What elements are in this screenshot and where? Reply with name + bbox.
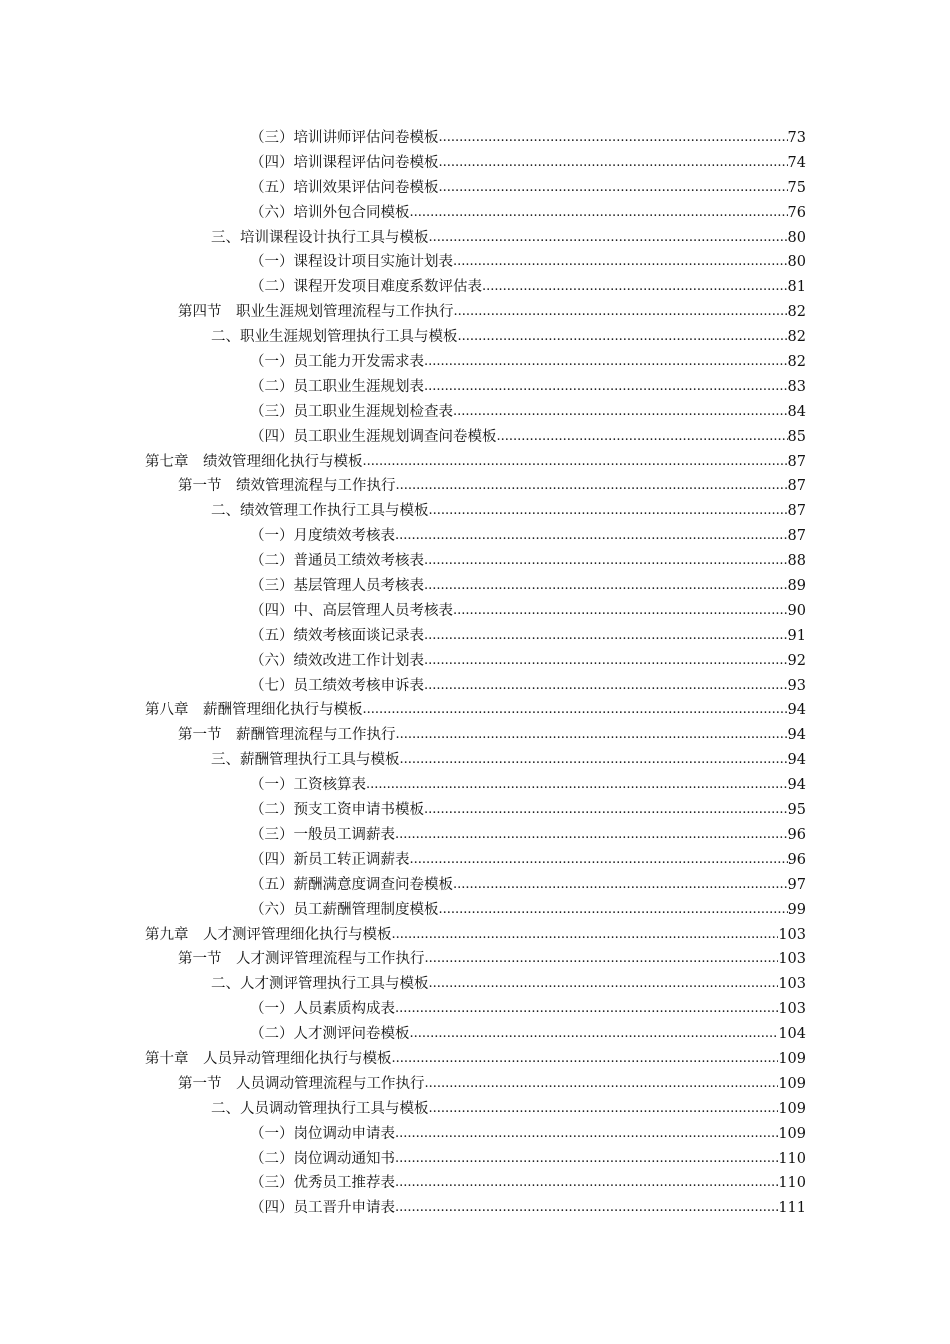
toc-dot-leader: [482, 275, 788, 300]
toc-dot-leader: [429, 972, 779, 997]
toc-page-number: 87: [787, 478, 806, 495]
toc-entry[interactable]: [0, 848, 806, 873]
toc-page-number: 104: [778, 1026, 806, 1043]
toc-entry[interactable]: [0, 226, 806, 251]
toc-dot-leader: [439, 126, 788, 151]
toc-entry-title: （三）优秀员工推荐表: [250, 1175, 395, 1192]
toc-entry[interactable]: [0, 275, 806, 300]
toc-entry[interactable]: [0, 1196, 806, 1221]
toc-entry[interactable]: [0, 250, 806, 275]
toc-dot-leader: [424, 549, 788, 574]
toc-entry[interactable]: [0, 350, 806, 375]
toc-page-number: 103: [778, 926, 806, 943]
toc-entry-title: （四）员工职业生涯规划调查问卷模板: [250, 428, 497, 445]
toc-page-number: 109: [778, 1100, 806, 1117]
toc-entry-title: 三、培训课程设计执行工具与模板: [211, 229, 429, 246]
toc-page-number: 91: [787, 627, 806, 644]
toc-entry-title: 二、职业生涯规划管理执行工具与模板: [211, 329, 458, 346]
toc-entry[interactable]: [0, 947, 806, 972]
toc-page-number: 103: [778, 951, 806, 968]
toc-entry[interactable]: [0, 923, 806, 948]
toc-dot-leader: [458, 325, 788, 350]
toc-entry-title: （二）普通员工绩效考核表: [250, 553, 424, 570]
toc-entry-title: 第一节 人才测评管理流程与工作执行: [178, 951, 425, 968]
toc-entry[interactable]: [0, 201, 806, 226]
toc-page-number: 96: [787, 826, 806, 843]
toc-entry-title: （二）岗位调动通知书: [250, 1150, 395, 1167]
toc-entry-title: （二）课程开发项目难度系数评估表: [250, 279, 482, 296]
toc-entry-title: 三、薪酬管理执行工具与模板: [211, 752, 400, 769]
toc-entry-title: （四）员工晋升申请表: [250, 1200, 395, 1217]
toc-entry[interactable]: [0, 997, 806, 1022]
toc-dot-leader: [424, 798, 788, 823]
toc-entry-title: （三）培训讲师评估问卷模板: [250, 130, 439, 146]
toc-page-number: 89: [787, 578, 806, 595]
toc-entry[interactable]: [0, 524, 806, 549]
toc-page-number: 90: [787, 602, 806, 619]
toc-page-number: 83: [787, 378, 806, 395]
toc-dot-leader: [453, 250, 788, 275]
toc-entry-title: （二）预支工资申请书模板: [250, 802, 424, 819]
toc-entry[interactable]: [0, 1022, 806, 1047]
toc-page-number: 97: [787, 876, 806, 893]
toc-dot-leader: [395, 1122, 778, 1147]
toc-page-number: 103: [778, 976, 806, 993]
toc-entry[interactable]: [0, 375, 806, 400]
toc-dot-leader: [425, 947, 779, 972]
toc-entry-title: 二、绩效管理工作执行工具与模板: [211, 503, 429, 520]
toc-page-number: 93: [787, 677, 806, 694]
toc-dot-leader: [410, 1022, 779, 1047]
toc-entry[interactable]: [0, 748, 806, 773]
toc-entry[interactable]: [0, 400, 806, 425]
toc-entry[interactable]: [0, 674, 806, 699]
toc-entry-title: 第一节 薪酬管理流程与工作执行: [178, 727, 396, 744]
toc-entry-title: （三）员工职业生涯规划检查表: [250, 403, 453, 420]
toc-entry-title: （一）岗位调动申请表: [250, 1125, 395, 1142]
toc-entry[interactable]: [0, 972, 806, 997]
toc-entry[interactable]: [0, 549, 806, 574]
toc-entry-title: 第九章 人才测评管理细化执行与模板: [145, 926, 392, 943]
toc-page-number: 110: [778, 1175, 806, 1192]
toc-page-number: 94: [787, 702, 806, 719]
toc-page-number: 84: [787, 403, 806, 420]
toc-dot-leader: [424, 375, 788, 400]
toc-page-number: 94: [787, 777, 806, 794]
toc-page-number: 109: [778, 1050, 806, 1067]
toc-entry[interactable]: [0, 898, 806, 923]
toc-entry[interactable]: [0, 723, 806, 748]
toc-entry[interactable]: [0, 499, 806, 524]
toc-entry[interactable]: [0, 325, 806, 350]
toc-dot-leader: [429, 1097, 779, 1122]
toc-dot-leader: [453, 599, 788, 624]
toc-page-number: 85: [787, 428, 806, 445]
toc-entry-title: （六）培训外包合同模板: [250, 204, 410, 221]
toc-dot-leader: [366, 773, 788, 798]
toc-page-number: 88: [787, 553, 806, 570]
toc-page-number: 82: [787, 304, 806, 321]
toc-entry-title: （一）员工能力开发需求表: [250, 354, 424, 371]
toc-entry[interactable]: [0, 1072, 806, 1097]
toc-page-number: 82: [787, 354, 806, 371]
toc-page-number: 87: [787, 453, 806, 470]
toc-page-number: 111: [778, 1200, 806, 1217]
toc-page-number: 109: [778, 1125, 806, 1142]
toc-entry-title: 二、人员调动管理执行工具与模板: [211, 1100, 429, 1117]
toc-dot-leader: [392, 923, 779, 948]
toc-entry[interactable]: [0, 300, 806, 325]
toc-entry-title: （五）绩效考核面谈记录表: [250, 627, 424, 644]
toc-entry-title: 二、人才测评管理执行工具与模板: [211, 976, 429, 993]
toc-page-number: 92: [787, 652, 806, 669]
toc-dot-leader: [424, 674, 788, 699]
toc-dot-leader: [424, 350, 788, 375]
toc-entry-title: （一）人员素质构成表: [250, 1001, 395, 1018]
toc-page-number: 94: [787, 727, 806, 744]
toc-page-number: 80: [787, 254, 806, 271]
toc-entry[interactable]: [0, 1047, 806, 1072]
toc-entry[interactable]: [0, 798, 806, 823]
toc-entry[interactable]: [0, 151, 806, 176]
toc-entry[interactable]: [0, 773, 806, 798]
toc-entry[interactable]: [0, 624, 806, 649]
toc-page-number: 110: [778, 1150, 806, 1167]
toc-page-number: 109: [778, 1075, 806, 1092]
toc-dot-leader: [424, 624, 788, 649]
toc-dot-leader: [453, 873, 788, 898]
toc-entry[interactable]: [0, 474, 806, 499]
toc-entry-title: （三）一般员工调薪表: [250, 826, 395, 843]
toc-entry-title: （四）培训课程评估问卷模板: [250, 154, 439, 171]
toc-entry-title: 第七章 绩效管理细化执行与模板: [145, 453, 363, 470]
toc-entry-title: （一）工资核算表: [250, 777, 366, 794]
toc-entry[interactable]: [0, 1147, 806, 1172]
toc-page-number: 82: [787, 329, 806, 346]
toc-entry[interactable]: [0, 1171, 806, 1196]
toc-entry-title: （五）薪酬满意度调查问卷模板: [250, 876, 453, 893]
toc-dot-leader: [395, 997, 778, 1022]
toc-dot-leader: [429, 226, 788, 251]
toc-dot-leader: [395, 1171, 778, 1196]
toc-dot-leader: [395, 524, 788, 549]
toc-entry[interactable]: [0, 574, 806, 599]
toc-entry-title: 第四节 职业生涯规划管理流程与工作执行: [178, 304, 454, 321]
toc-entry-title: 第八章 薪酬管理细化执行与模板: [145, 702, 363, 719]
toc-page-number: 103: [778, 1001, 806, 1018]
toc-entry[interactable]: [0, 873, 806, 898]
toc-dot-leader: [363, 450, 788, 475]
toc-dot-leader: [392, 1047, 779, 1072]
toc-entry[interactable]: [0, 599, 806, 624]
toc-dot-leader: [400, 748, 788, 773]
toc-entry-title: （三）基层管理人员考核表: [250, 578, 424, 595]
toc-page-number: 74: [787, 154, 806, 171]
toc-page-number: 75: [787, 179, 806, 196]
toc-dot-leader: [425, 1072, 779, 1097]
toc-entry-title: （五）培训效果评估问卷模板: [250, 179, 439, 196]
toc-dot-leader: [410, 201, 788, 226]
toc-entry-title: （二）员工职业生涯规划表: [250, 378, 424, 395]
toc-entry[interactable]: [0, 425, 806, 450]
toc-entry-title: （二）人才测评问卷模板: [250, 1026, 410, 1043]
toc-entry-title: （一）月度绩效考核表: [250, 528, 395, 545]
toc-entry[interactable]: [0, 1122, 806, 1147]
toc-dot-leader: [497, 425, 788, 450]
toc-page-number: 96: [787, 851, 806, 868]
table-of-contents: [0, 126, 950, 1221]
toc-dot-leader: [395, 823, 788, 848]
toc-entry-title: （七）员工绩效考核申诉表: [250, 677, 424, 694]
toc-entry-title: （六）员工薪酬管理制度模板: [250, 901, 439, 918]
toc-page-number: 87: [787, 528, 806, 545]
toc-page-number: 87: [787, 503, 806, 520]
toc-dot-leader: [439, 151, 788, 176]
toc-dot-leader: [363, 698, 788, 723]
toc-entry-title: 第一节 人员调动管理流程与工作执行: [178, 1075, 425, 1092]
toc-dot-leader: [424, 574, 788, 599]
toc-entry[interactable]: [0, 649, 806, 674]
toc-dot-leader: [395, 1196, 778, 1221]
toc-page-number: 73: [787, 130, 806, 146]
toc-entry[interactable]: [0, 823, 806, 848]
toc-dot-leader: [396, 723, 788, 748]
toc-page-number: 99: [787, 901, 806, 918]
toc-dot-leader: [395, 1147, 778, 1172]
toc-entry[interactable]: [0, 1097, 806, 1122]
toc-page-number: 94: [787, 752, 806, 769]
toc-dot-leader: [439, 176, 788, 201]
toc-dot-leader: [396, 474, 788, 499]
toc-dot-leader: [439, 898, 788, 923]
toc-dot-leader: [429, 499, 788, 524]
toc-entry[interactable]: [0, 176, 806, 201]
toc-page-number: 80: [787, 229, 806, 246]
toc-entry-title: （四）中、高层管理人员考核表: [250, 602, 453, 619]
toc-entry[interactable]: [0, 450, 806, 475]
toc-dot-leader: [424, 649, 788, 674]
toc-dot-leader: [410, 848, 788, 873]
toc-entry[interactable]: [0, 126, 806, 151]
toc-entry-title: （一）课程设计项目实施计划表: [250, 254, 453, 271]
toc-entry-title: 第十章 人员异动管理细化执行与模板: [145, 1050, 392, 1067]
toc-entry-title: （六）绩效改进工作计划表: [250, 652, 424, 669]
toc-page-number: 81: [787, 279, 806, 296]
toc-page-number: 95: [787, 802, 806, 819]
toc-dot-leader: [453, 400, 788, 425]
toc-entry-title: （四）新员工转正调薪表: [250, 851, 410, 868]
toc-entry[interactable]: [0, 698, 806, 723]
toc-entry-title: 第一节 绩效管理流程与工作执行: [178, 478, 396, 495]
toc-page-number: 76: [787, 204, 806, 221]
toc-dot-leader: [454, 300, 788, 325]
